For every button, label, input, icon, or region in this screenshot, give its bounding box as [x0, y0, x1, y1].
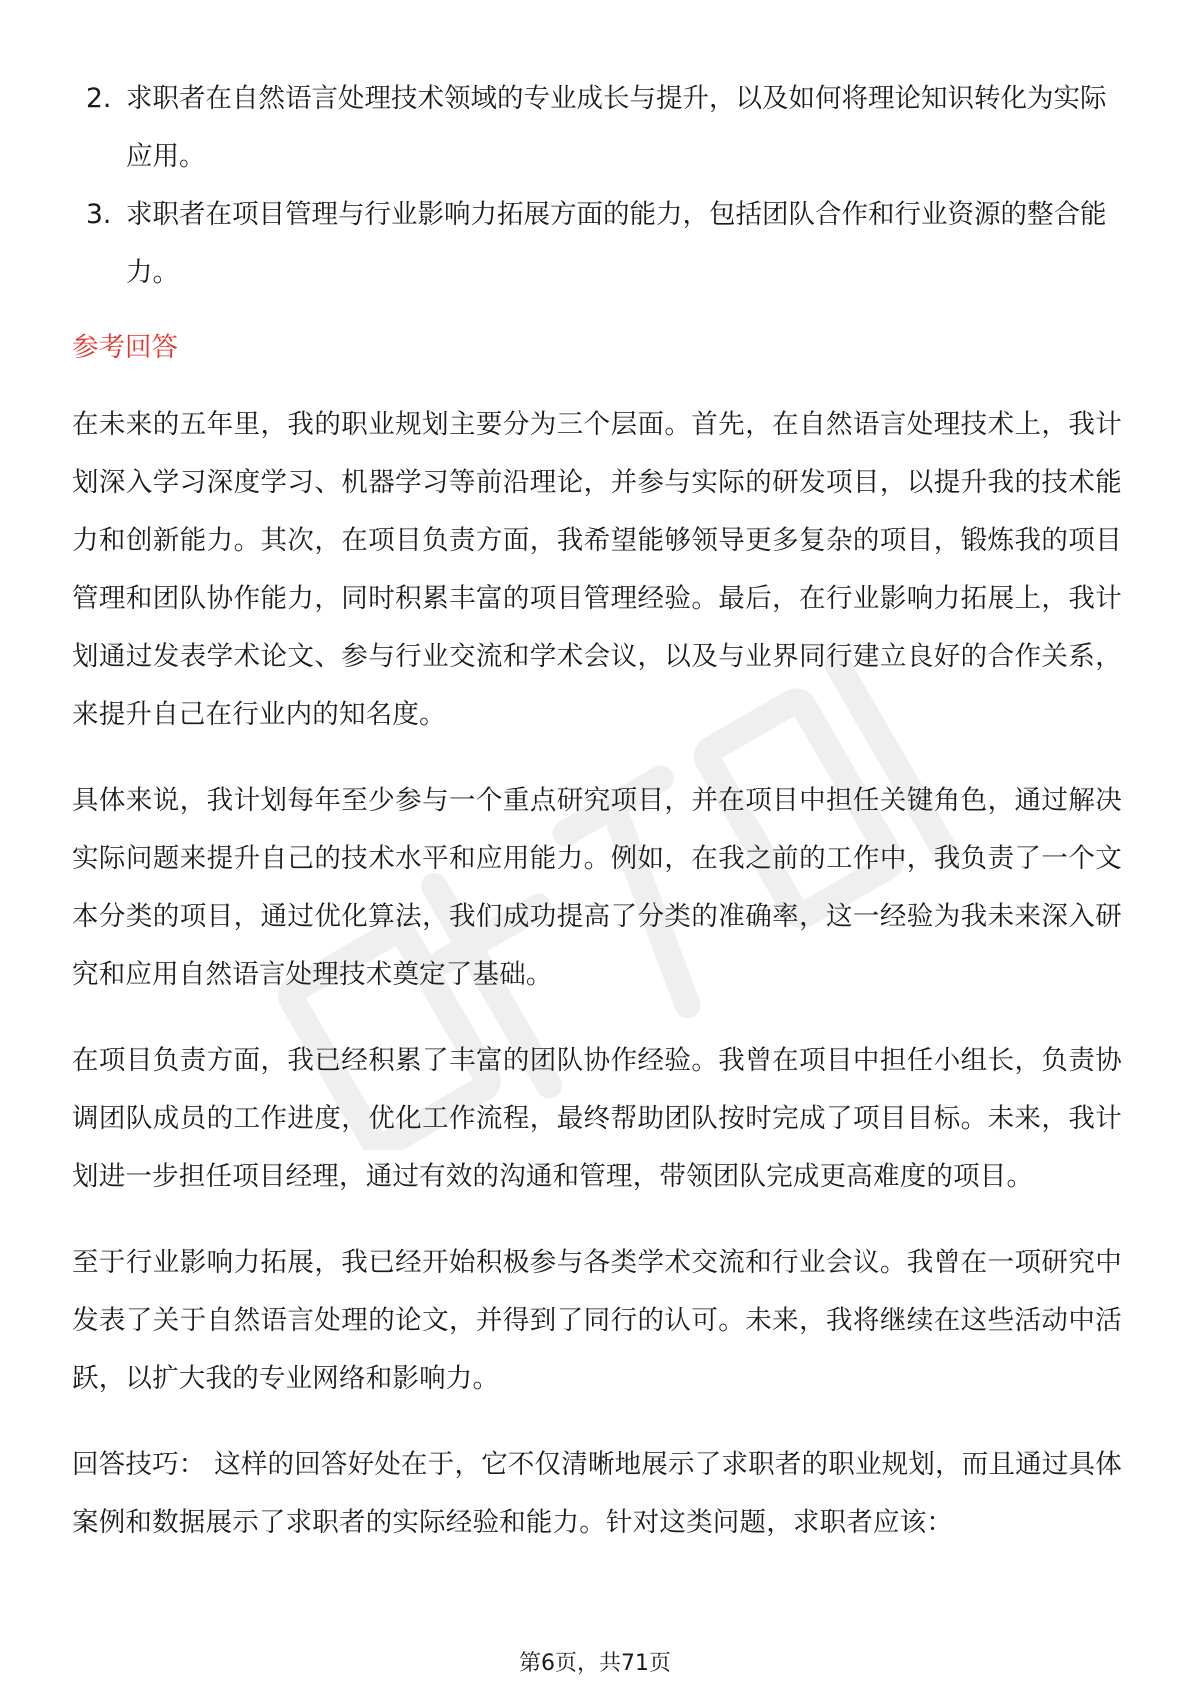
- answer-paragraph: 在项目负责方面，我已经积累了丰富的团队协作经验。我曾在项目中担任小组长，负责协调团队成员的工作进度，优化工作流程，最终帮助团队按时完成了项目目标。未来，我计划进一步担任项目经理，通过有效的沟通和管理，带领团队完成更高难度的项目。: [72, 1045, 1122, 1192]
- answer-paragraph: 至于行业影响力拓展，我已经开始积极参与各类学术交流和行业会议。我曾在一项研究中发表了关于自然语言处理的论文，并得到了同行的认可。未来，我将继续在这些活动中活跃，以扩大我的专业网络和影响力。: [72, 1247, 1122, 1394]
- list-item-number: 2.: [86, 83, 112, 114]
- list-item-text: 求职者在自然语言处理技术领域的专业成长与提升，以及如何将理论知识转化为实际应用。: [126, 83, 1107, 172]
- answer-paragraph: 在未来的五年里，我的职业规划主要分为三个层面。首先，在自然语言处理技术上，我计划深入学习深度学习、机器学习等前沿理论，并参与实际的研发项目，以提升我的技术能力和创新能力。其次，在项目负责方面，我希望能够领导更多复杂的项目，锻炼我的项目管理和团队协作能力，同时积累丰富的项目管理经验。最后，在行业影响力拓展上，我计划通过发表学术论文、参与行业交流和学术会议，以及与业界同行建立良好的合作关系，来提升自己在行业内的知名度。: [72, 409, 1122, 730]
- section-title: 参考回答: [72, 332, 178, 363]
- answer-paragraph: 具体来说，我计划每年至少参与一个重点研究项目，并在项目中担任关键角色，通过解决实际问题来提升自己的技术水平和应用能力。例如，在我之前的工作中，我负责了一个文本分类的项目，通过优化算法，我们成功提高了分类的准确率，这一经验为我未来深入研究和应用自然语言处理技术奠定了基础。: [72, 785, 1122, 990]
- numbered-list: [72, 70, 1122, 302]
- list-item-text: 求职者在项目管理与行业影响力拓展方面的能力，包括团队合作和行业资源的整合能力。: [126, 199, 1107, 288]
- list-item: [72, 186, 1122, 302]
- content-area: [72, 70, 1122, 1552]
- answer-tip-paragraph: 回答技巧： 这样的回答好处在于，它不仅清晰地展示了求职者的职业规划，而且通过具体案例和数据展示了求职者的实际经验和能力。针对这类问题，求职者应该：: [72, 1449, 1122, 1538]
- list-item: [72, 70, 1122, 186]
- list-item-number: 3.: [86, 199, 112, 230]
- page-number: 第6页，共71页: [519, 1651, 671, 1676]
